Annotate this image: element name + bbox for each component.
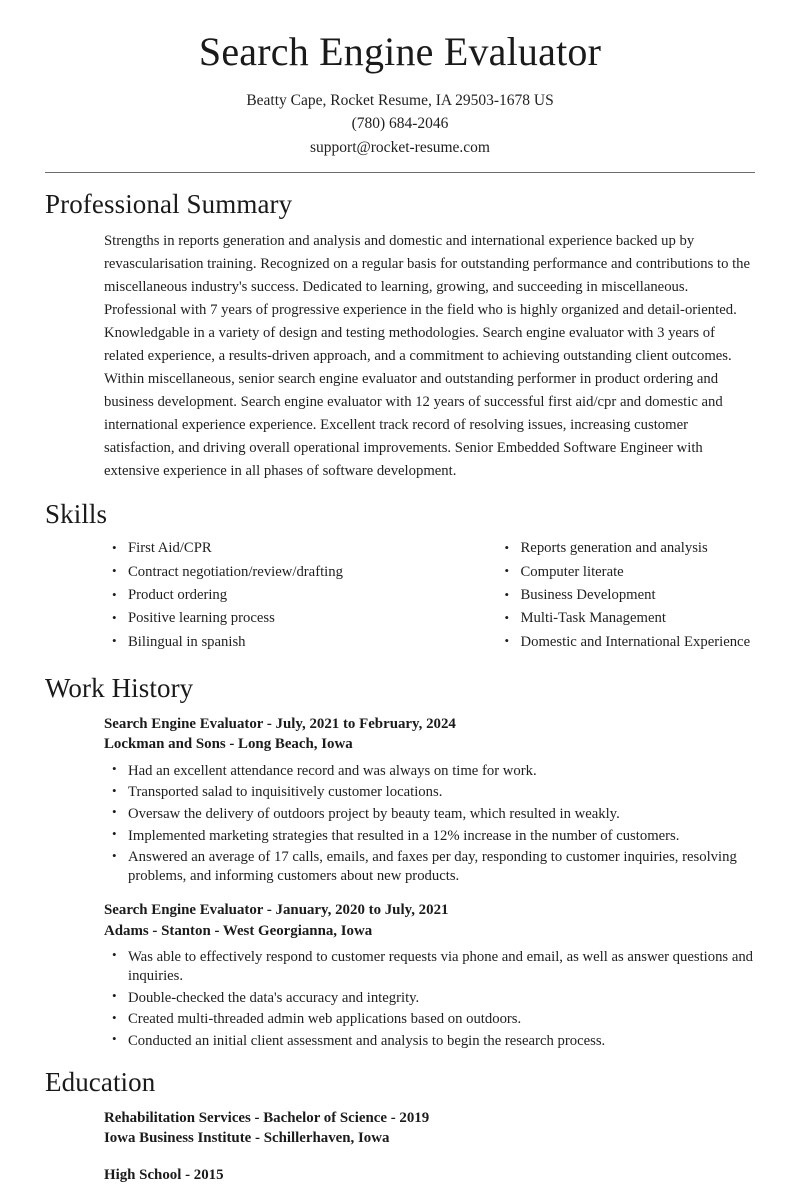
list-item: • Business Development bbox=[497, 587, 756, 605]
work-history-body bbox=[45, 714, 755, 1051]
skills-columns bbox=[45, 540, 755, 657]
list-item: • Transported salad to inquisitively customer locations. bbox=[104, 783, 755, 802]
header-divider bbox=[45, 172, 755, 173]
summary-body bbox=[45, 230, 755, 483]
section-work-history bbox=[45, 673, 755, 1051]
section-professional-summary bbox=[45, 189, 755, 483]
section-title-skills: Skills bbox=[45, 499, 108, 530]
education-entry bbox=[104, 1165, 755, 1186]
contact-phone: (780) 684-2046 bbox=[351, 115, 449, 133]
list-item: • Positive learning process bbox=[104, 610, 430, 628]
job-title: Search Engine Evaluator - July, 2021 to February, 2024 bbox=[104, 716, 456, 733]
work-history-entry bbox=[104, 900, 755, 1051]
page-title: Search Engine Evaluator bbox=[198, 29, 602, 74]
list-item: • Contract negotiation/review/drafting bbox=[104, 564, 430, 582]
list-item: • Had an excellent attendance record and was always on time for work. bbox=[104, 762, 755, 781]
education-degree: High School - 2015 bbox=[104, 1166, 224, 1183]
list-item: • Domestic and International Experience bbox=[497, 634, 756, 652]
list-item: • First Aid/CPR bbox=[104, 540, 430, 558]
work-history-entry bbox=[104, 714, 755, 886]
education-degree: Rehabilitation Services - Bachelor of Science - 2019 bbox=[104, 1109, 430, 1126]
skills-column-left bbox=[104, 540, 430, 657]
education-entry bbox=[104, 1108, 755, 1149]
skills-list-right bbox=[497, 540, 756, 652]
education-school: Iowa Business Institute - Schillerhaven, Iowa bbox=[104, 1130, 390, 1147]
contact-address: Beatty Cape, Rocket Resume, IA 29503-1678 US bbox=[246, 91, 554, 109]
skills-column-right bbox=[430, 540, 756, 657]
section-skills bbox=[45, 499, 755, 657]
job-company: Lockman and Sons - Long Beach, Iowa bbox=[104, 736, 353, 753]
list-item: • Created multi-threaded admin web applications based on outdoors. bbox=[104, 1010, 755, 1029]
list-item: • Computer literate bbox=[497, 564, 756, 582]
list-item: • Implemented marketing strategies that resulted in a 12% increase in the number of customers. bbox=[104, 827, 755, 846]
resume-header bbox=[45, 0, 755, 173]
job-company: Adams - Stanton - West Georgianna, Iowa bbox=[104, 922, 373, 939]
section-title-work-history: Work History bbox=[45, 673, 194, 704]
list-item: • Reports generation and analysis bbox=[497, 540, 756, 558]
section-education bbox=[45, 1067, 755, 1186]
list-item: • Was able to effectively respond to customer requests via phone and email, as well as answer questions and inquiries. bbox=[104, 948, 755, 986]
list-item: • Answered an average of 17 calls, emails, and faxes per day, responding to customer inquiries, resolving problems, and informing customers about new products. bbox=[104, 848, 755, 886]
job-title: Search Engine Evaluator - January, 2020 to July, 2021 bbox=[104, 902, 449, 919]
list-item: • Conducted an initial client assessment and analysis to begin the research process. bbox=[104, 1032, 755, 1051]
list-item: • Oversaw the delivery of outdoors project by beauty team, which resulted in weakly. bbox=[104, 805, 755, 824]
list-item: • Bilingual in spanish bbox=[104, 634, 430, 652]
list-item: • Product ordering bbox=[104, 587, 430, 605]
section-title-summary: Professional Summary bbox=[45, 189, 293, 220]
job-bullet-list bbox=[104, 948, 755, 1051]
education-body bbox=[45, 1108, 755, 1186]
contact-email: support@rocket-resume.com bbox=[310, 138, 490, 156]
skills-list-left bbox=[104, 540, 430, 652]
list-item: • Multi-Task Management bbox=[497, 610, 756, 628]
job-bullet-list bbox=[104, 762, 755, 887]
summary-text: Strengths in reports generation and analysis and domestic and international experience backed up by revascularisation training. Recognized on a regular basis for outstanding performance and contributions to the miscellaneous industry's success. Dedicated to learning, growing, and succeeding in miscellaneous. Professional with 7 years of progressive experience in the field who is highly organized and detail-oriented. Knowledgable in a variety of design and testing methodologies. Search engine evaluator with 3 years of related experience, a results-driven approach, and a commitment to achieving outstanding client outcomes. Within miscellaneous, senior search engine evaluator and outstanding performer in product ordering and business development. Search engine evaluator with 12 years of successful first aid/cpr and domestic and international experience experience. Excellent track record of resolving issues, increasing customer satisfaction, and driving overall operational improvements. Senior Embedded Software Engineer with extensive experience in all phases of software development. bbox=[104, 233, 751, 480]
list-item: • Double-checked the data's accuracy and integrity. bbox=[104, 989, 755, 1008]
section-title-education: Education bbox=[45, 1066, 156, 1097]
